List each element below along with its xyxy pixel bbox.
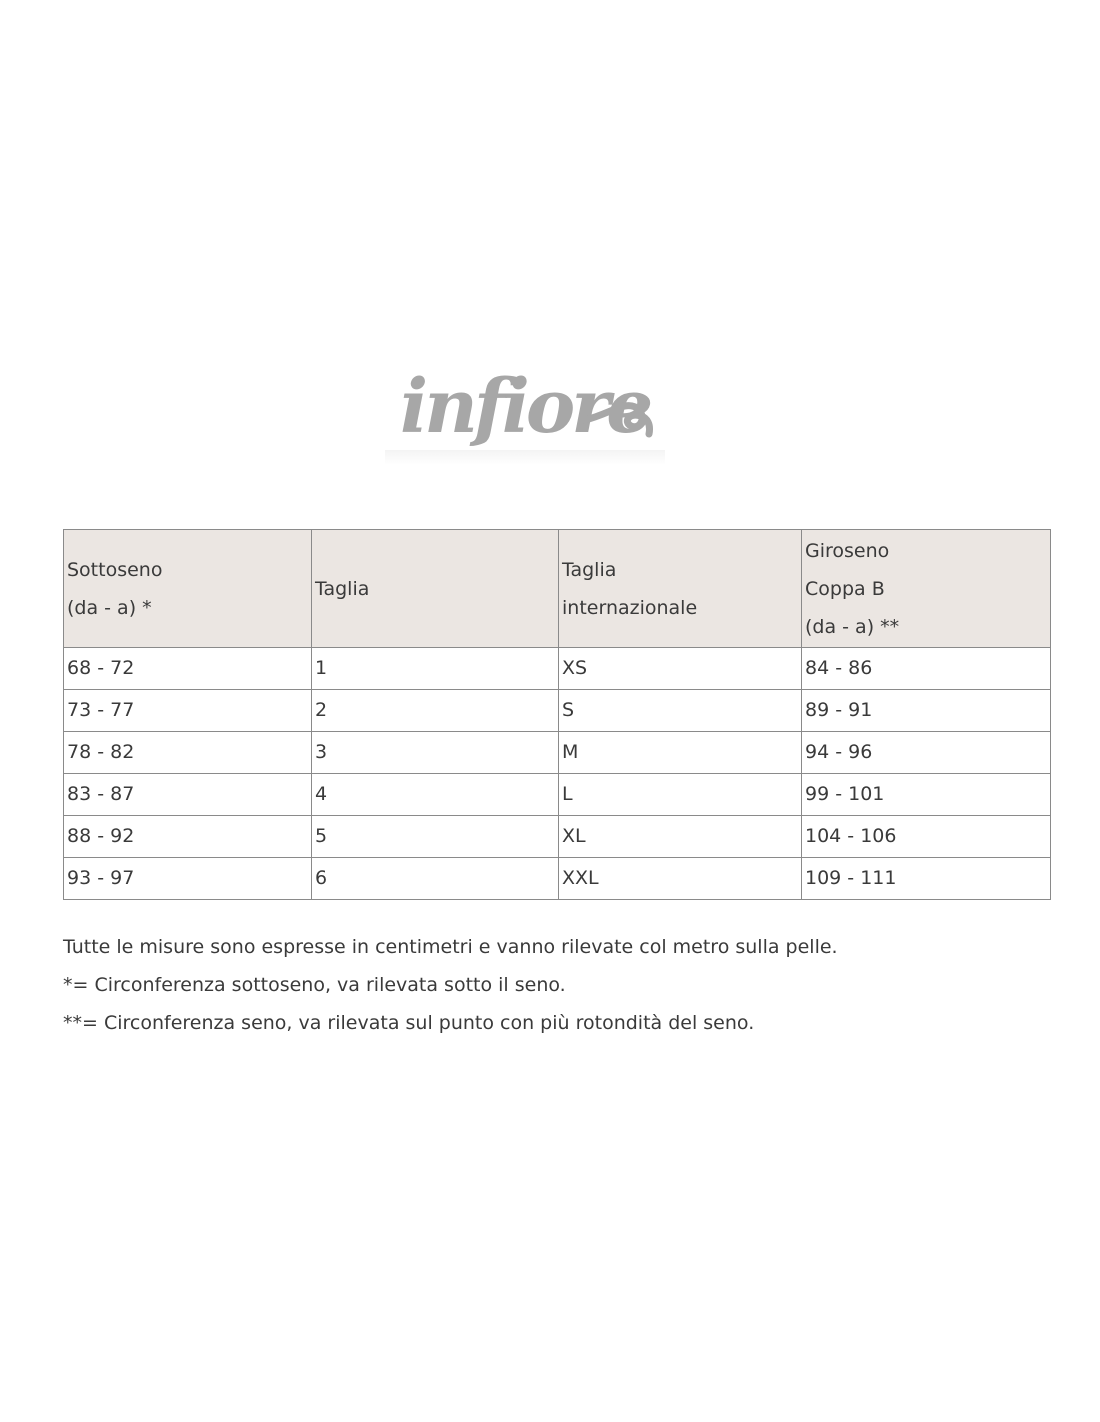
cell-taglia-internazionale: XXL (559, 858, 802, 900)
cell-giroseno: 89 - 91 (802, 690, 1051, 732)
table-row (64, 690, 1051, 732)
header-taglia-internazionale (559, 530, 802, 648)
header-line: Coppa B (805, 577, 885, 600)
note-sottoseno: *= Circonferenza sottoseno, va rilevata sotto il seno. (63, 974, 566, 996)
table-row (64, 858, 1051, 900)
header-line: Taglia (562, 558, 617, 581)
table-row (64, 732, 1051, 774)
cell-sottoseno: 93 - 97 (64, 858, 312, 900)
header-sottoseno (64, 530, 312, 648)
cell-sottoseno: 73 - 77 (64, 690, 312, 732)
cell-giroseno: 99 - 101 (802, 774, 1051, 816)
cell-giroseno: 109 - 111 (802, 858, 1051, 900)
cell-taglia: 1 (312, 648, 559, 690)
cell-taglia-internazionale: XL (559, 816, 802, 858)
brand-logo (385, 350, 665, 465)
cell-sottoseno: 88 - 92 (64, 816, 312, 858)
table-row (64, 816, 1051, 858)
cell-sottoseno: 68 - 72 (64, 648, 312, 690)
cell-sottoseno: 83 - 87 (64, 774, 312, 816)
header-giroseno (802, 530, 1051, 648)
note-giroseno: **= Circonferenza seno, va rilevata sul punto con più rotondità del seno. (63, 1012, 755, 1034)
cell-taglia: 5 (312, 816, 559, 858)
header-line: internazionale (562, 596, 698, 619)
header-line: (da - a) * (67, 596, 152, 619)
size-chart-table (63, 529, 1051, 900)
header-line: (da - a) ** (805, 615, 900, 638)
cell-taglia: 4 (312, 774, 559, 816)
header-line: Giroseno (805, 539, 890, 562)
cell-sottoseno: 78 - 82 (64, 732, 312, 774)
cell-taglia-internazionale: S (559, 690, 802, 732)
cell-taglia: 2 (312, 690, 559, 732)
table-row (64, 774, 1051, 816)
cell-taglia-internazionale: L (559, 774, 802, 816)
measurement-notes (63, 928, 1063, 1042)
cell-taglia-internazionale: XS (559, 648, 802, 690)
table-row (64, 648, 1051, 690)
header-taglia (312, 530, 559, 648)
table-header-row (64, 530, 1051, 648)
cell-taglia: 6 (312, 858, 559, 900)
cell-giroseno: 84 - 86 (802, 648, 1051, 690)
cell-giroseno: 94 - 96 (802, 732, 1051, 774)
cell-taglia: 3 (312, 732, 559, 774)
cell-giroseno: 104 - 106 (802, 816, 1051, 858)
note-general: Tutte le misure sono espresse in centimetri e vanno rilevate col metro sulla pelle. (63, 936, 838, 958)
logo-wordmark: infiore (400, 364, 650, 450)
cell-taglia-internazionale: M (559, 732, 802, 774)
header-line: Sottoseno (67, 558, 163, 581)
header-line: Taglia (315, 577, 370, 600)
